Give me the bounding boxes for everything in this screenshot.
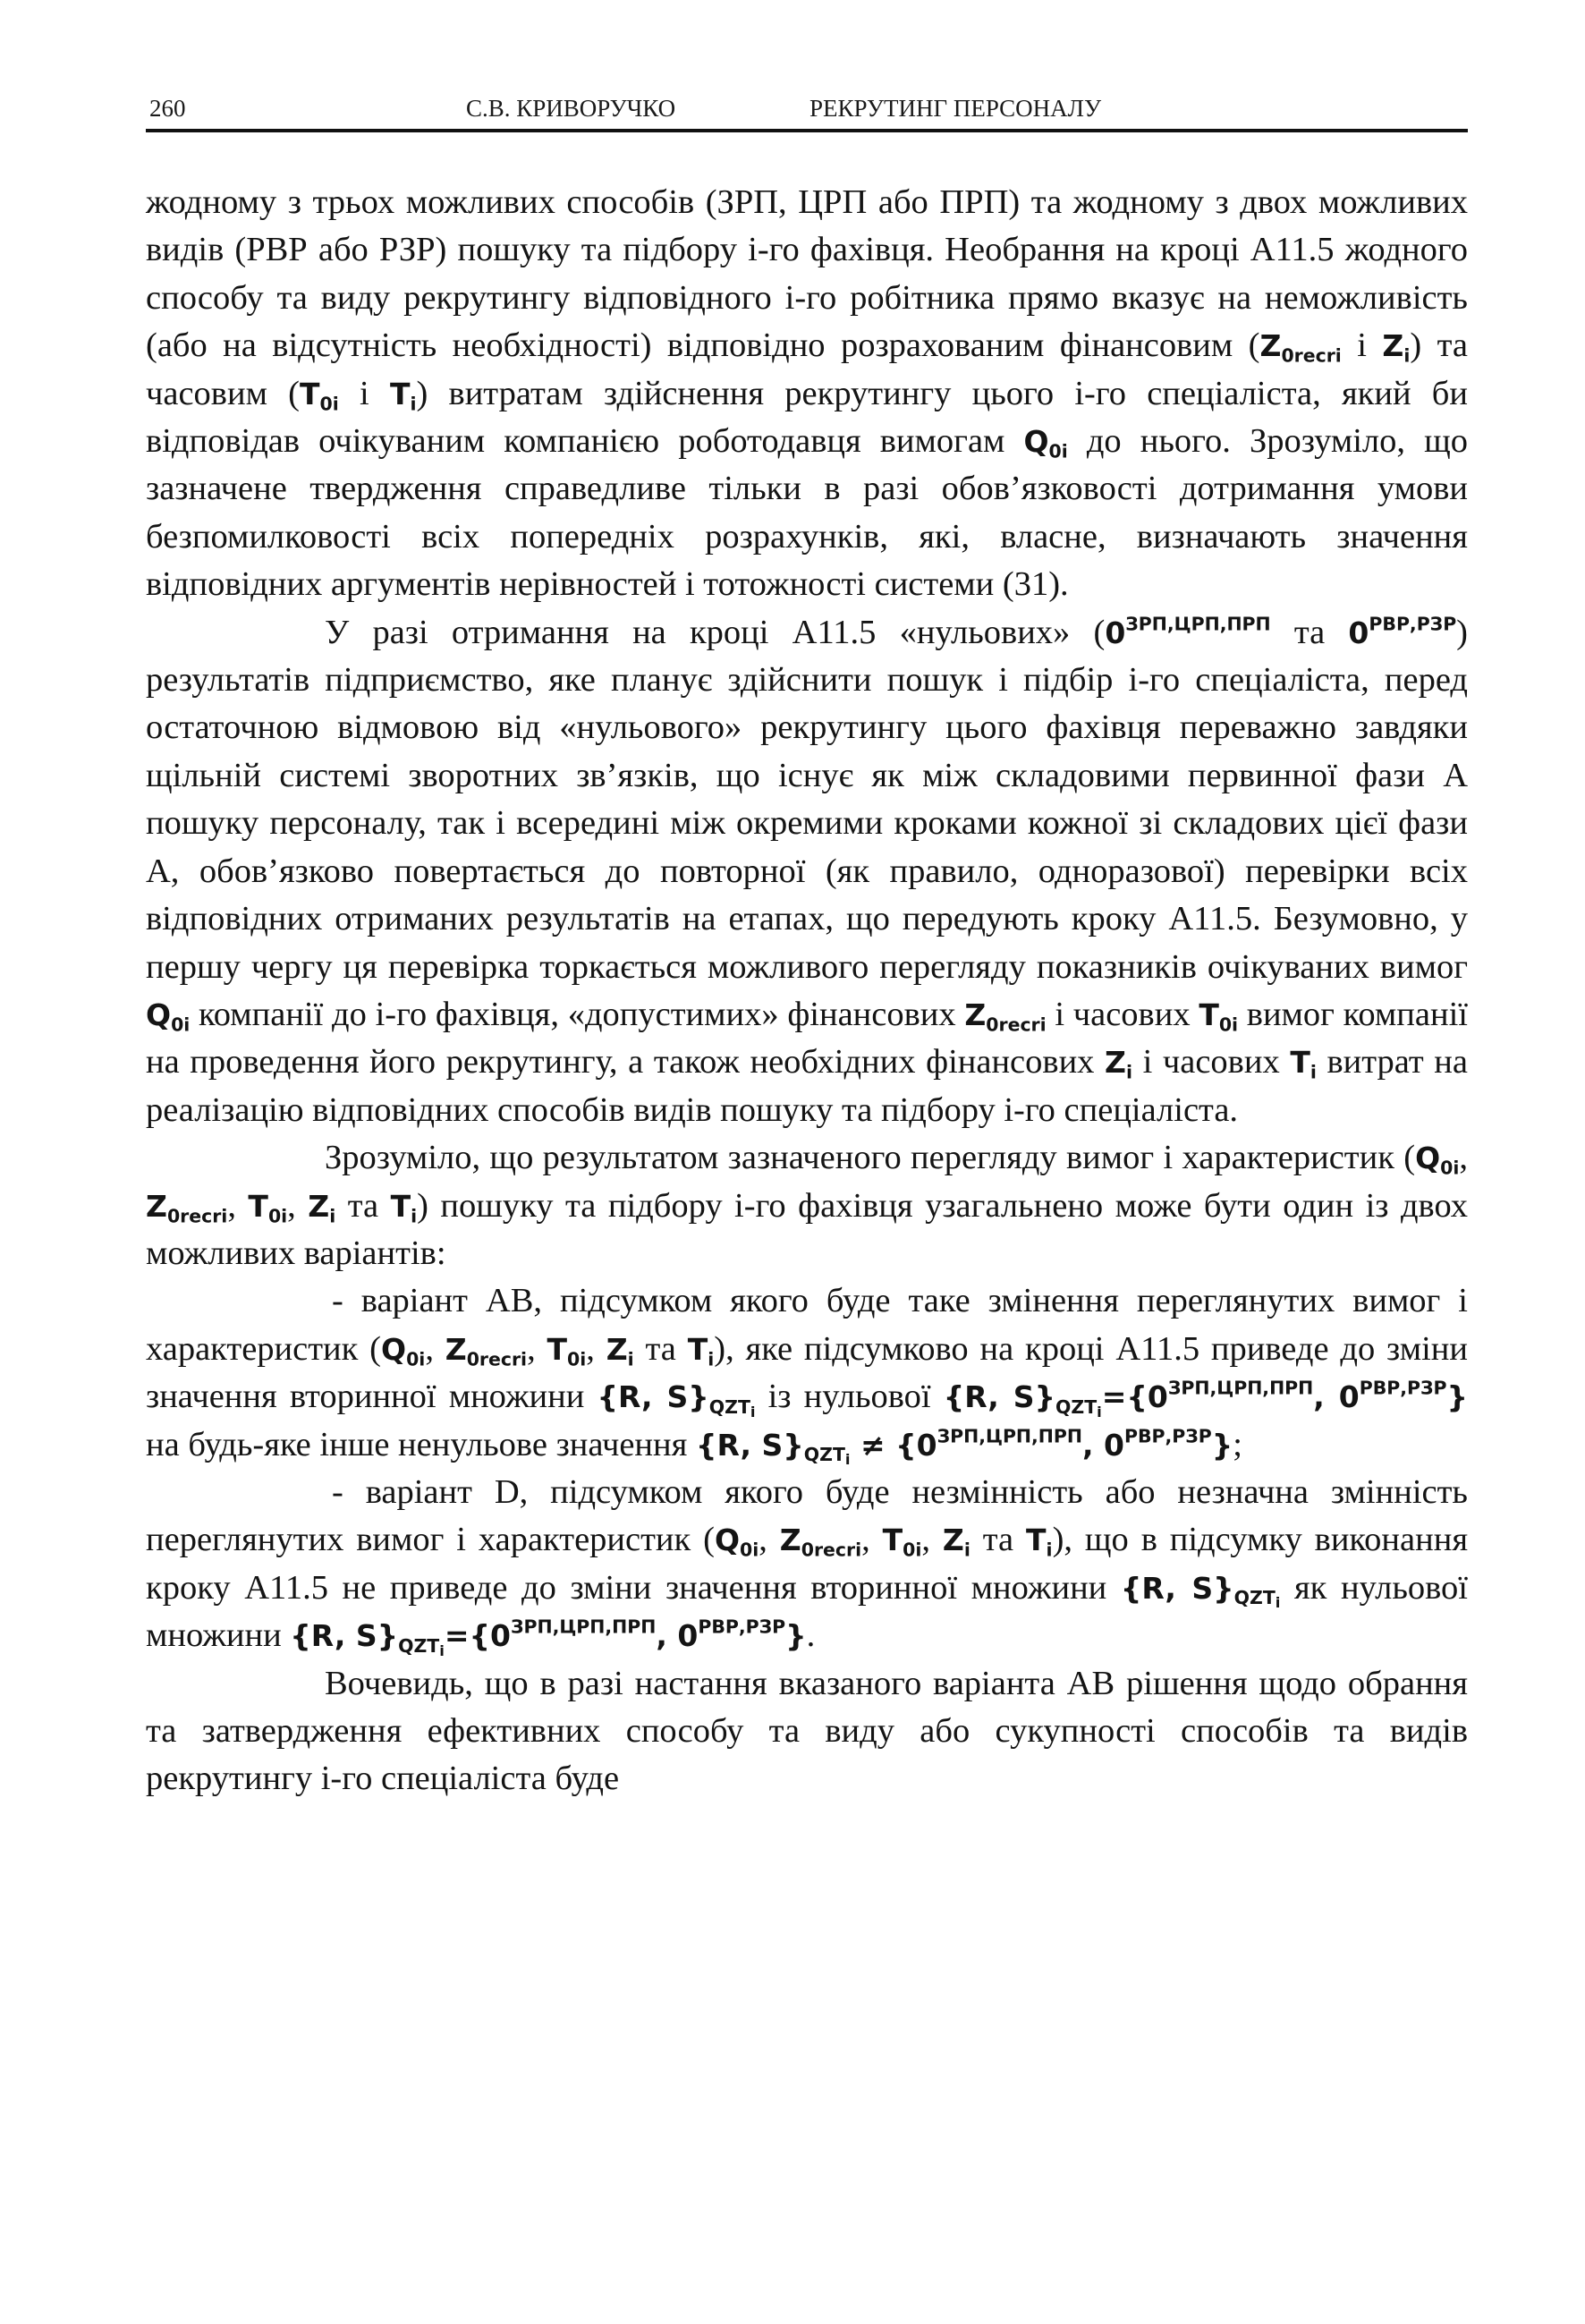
math-set-rs: {R, $S\}_{QZT_i}$	[597, 1379, 756, 1421]
math-zi: $Z_i$	[942, 1522, 970, 1561]
math-q0i: $Q_{0i}$	[714, 1522, 759, 1561]
text-run: - варіант АВ, підсумком якого буде таке змінення переглянутих вимог і характеристик (	[146, 1282, 1468, 1368]
math-set-rs: {R, $S\}_{QZT_i}$	[1120, 1570, 1281, 1612]
text-run: ) результатів підприємство, яке планує здійснити пошук і підбір i-го спеціаліста, перед остаточною відмовою від «нульового» рекрутингу цього фахівця переважно завдяки щільній системі зворотних зв’язків, що існує як між складовими первинної фази А пошуку персоналу, так і всередині між окремими кроками кожної зі складових цієї фази А, обов’язково повертається до повторної (як правило, одноразової) перевірки всіх відповідних отриманих результатів на етапах, що передують кроку А11.5. Безумовно, у першу чергу ця перевірка торкається можливого перегляду показників очікуваних вимог	[146, 613, 1468, 986]
running-head-title: РЕКРУТИНГ ПЕРСОНАЛУ	[809, 95, 1102, 122]
list-item-variant-d: - варіант D, підсумком якого буде незмінність або незначна змінність переглянутих вимог і характеристик ($Q_{0i}$, $Z_{0recri}$, $T_{0i}$, $Z_i$ та $T_i$), що в підсумку виконання кроку А11.5 не приведе до зміни значення вторинної множини {R, $S\}_{QZT_i}$ як нульової множини {R, $S\}_{QZT_i}=\{0^{ЗРП,ЦРП,ПРП}$, $0^{РВР,РЗР}$}.	[146, 1472, 1469, 1659]
page-number: 260	[149, 95, 186, 122]
text-run: У разі отримання на кроці А11.5 «нульових» (	[325, 613, 1106, 651]
text-run: та	[1270, 613, 1349, 651]
math-zi: $Z_i$	[1105, 1045, 1132, 1083]
paragraph-4	[146, 1660, 1468, 1803]
running-head-author: С.В. КРИВОРУЧКО	[466, 95, 676, 122]
text-run: і часових	[1046, 995, 1199, 1033]
math-zero-rvr: $0^{РВР,РЗР}$	[1348, 612, 1457, 650]
math-z0recri: $Z_{0recri}$	[146, 1188, 228, 1227]
math-ti: $T_i$	[687, 1331, 715, 1370]
math-t0i: $T_{0i}$	[547, 1331, 587, 1370]
text-run: Зрозуміло, що результатом зазначеного перегляду вимог і характеристик (	[325, 1139, 1416, 1177]
text-run: компанії до i-го фахівця, «допустимих» фінансових	[190, 995, 965, 1033]
math-zi: $Z_i$	[1382, 328, 1411, 367]
text-run: і	[338, 374, 390, 412]
math-q0i: $Q_{0i}$	[1415, 1141, 1460, 1179]
text-run: ), що в підсумку виконання кроку А11.5 не приведе до зміни значення вторинної множини	[146, 1521, 1469, 1607]
text-run: ) пошуку та підбору i-го фахівця узагальнено може бути один із двох можливих варіантів:	[146, 1186, 1469, 1272]
math-t0i: $T_{0i}$	[1199, 997, 1239, 1036]
list-item-variant-ab: - варіант АВ, підсумком якого буде таке змінення переглянутих вимог і характеристик ($Q_{0i}$, $Z_{0recri}$, $T_{0i}$, $Z_i$ та $T_i$), яке підсумково на кроці А11.5 приведе до зміни значення вторинної множини {R, $S\}_{QZT_i}$ із нульової {R, $S\}_{QZT_i}=\{0^{ЗРП,ЦРП,ПРП}$, $0^{РВР,РЗР}$} на будь-яке інше ненульове значення {R, $S\}_{QZT_i} \ne \{0^{ЗРП,ЦРП,ПРП}$, $0^{РВР,РЗР}$};	[146, 1282, 1469, 1469]
text-run: витрат на реалізацію відповідних способів видів пошуку та підбору i-го спеціаліста.	[146, 1043, 1468, 1129]
paragraph-1	[146, 179, 1468, 609]
math-t0i: $T_{0i}$	[300, 376, 339, 415]
text-run: Вочевидь, що в разі настання вказаного варіанта АВ рішення щодо обрання та затвердження ефективних способу та виду або сукупності способів та видів рекрутингу i-го спеціаліста буде	[146, 1664, 1468, 1798]
text-run: ) та часовим (	[146, 327, 1468, 412]
math-zero-set: {R, $S\}_{QZT_i}=\{0^{ЗРП,ЦРП,ПРП}$, $0^{РВР,РЗР}$}	[290, 1616, 807, 1659]
math-q0i: $Q_{0i}$	[146, 997, 191, 1036]
math-z0recri: $Z_{0recri}$	[445, 1331, 528, 1370]
math-z0recri: $Z_{0recri}$	[779, 1522, 862, 1561]
body-text	[146, 179, 1468, 1803]
math-ti: $T_i$	[390, 1188, 418, 1227]
math-zi: $Z_i$	[308, 1188, 336, 1227]
math-zero-zrp: $0^{ЗРП,ЦРП,ПРП}$	[1105, 612, 1271, 650]
text-run: і часових	[1132, 1043, 1291, 1081]
text-run: ), яке підсумково на кроці А11.5 приведе до зміни значення вторинної множини	[146, 1329, 1468, 1416]
text-run: жодному з трьох можливих способів (ЗРП, ЦРП або ПРП) та жодному з двох можливих видів (РВР або РЗР) пошуку та підбору i-го фахівця. Необрання на кроці А11.5 жодного способу та виду рекрутингу відповідного i-го робітника прямо вказує на неможливість (або на відсутність необхідності) відповідно розрахованим фінансовим (	[146, 183, 1468, 365]
math-zero-set: {R, $S\}_{QZT_i}=\{0^{ЗРП,ЦРП,ПРП}$, $0^{РВР,РЗР}$}	[943, 1377, 1469, 1421]
text-run: до нього. Зрозуміло, що зазначене твердження справедливе тільки в разі обов’язковості дотримання умови безпомилковості всіх попередніх розрахунків, які, власне, визначають значення відповідних аргументів нерівностей і тотожності системи (31).	[146, 422, 1468, 604]
math-ti: $T_i$	[1290, 1045, 1317, 1083]
math-q0i: $Q_{0i}$	[1023, 424, 1068, 462]
math-nonzero-set: {R, $S\}_{QZT_i} \ne \{0^{ЗРП,ЦРП,ПРП}$, $0^{РВР,РЗР}$}	[695, 1424, 1233, 1469]
text-run: на будь-яке інше ненульове значення	[146, 1425, 696, 1463]
text-run: із нульової	[755, 1378, 944, 1416]
paragraph-3: Зрозуміло, що результатом зазначеного перегляду вимог і характеристик ($Q_{0i}$, $Z_{0recri}$, $T_{0i}$, $Z_i$ та $T_i$) пошуку та підбору i-го фахівця узагальнено може бути один із двох можливих варіантів:	[146, 1139, 1469, 1272]
math-zi: $Z_i$	[606, 1331, 634, 1370]
text-run: вимог компанії на проведення його рекрутингу, а також необхідних фінансових	[146, 995, 1468, 1081]
math-ti: $T_i$	[389, 376, 417, 415]
math-z0recri: $Z_{0recri}$	[964, 997, 1047, 1036]
text-run: ) витратам здійснення рекрутингу цього i-го спеціаліста, який би відповідав очікуваним компанією роботодавця вимогам	[146, 374, 1468, 461]
text-run: і	[1341, 327, 1383, 365]
math-q0i: $Q_{0i}$	[381, 1331, 426, 1370]
math-t0i: $T_{0i}$	[882, 1522, 922, 1561]
math-t0i: $T_{0i}$	[248, 1188, 288, 1227]
text-run: як нульової множини	[146, 1568, 1468, 1655]
paragraph-2	[146, 609, 1468, 1134]
text-run: - варіант D, підсумком якого буде незмінність або незначна змінність переглянутих вимог і характеристик (	[146, 1472, 1468, 1559]
math-z0recri: $Z_{0recri}$	[1259, 328, 1342, 367]
math-ti: $T_i$	[1026, 1522, 1053, 1561]
running-head	[146, 89, 1468, 132]
